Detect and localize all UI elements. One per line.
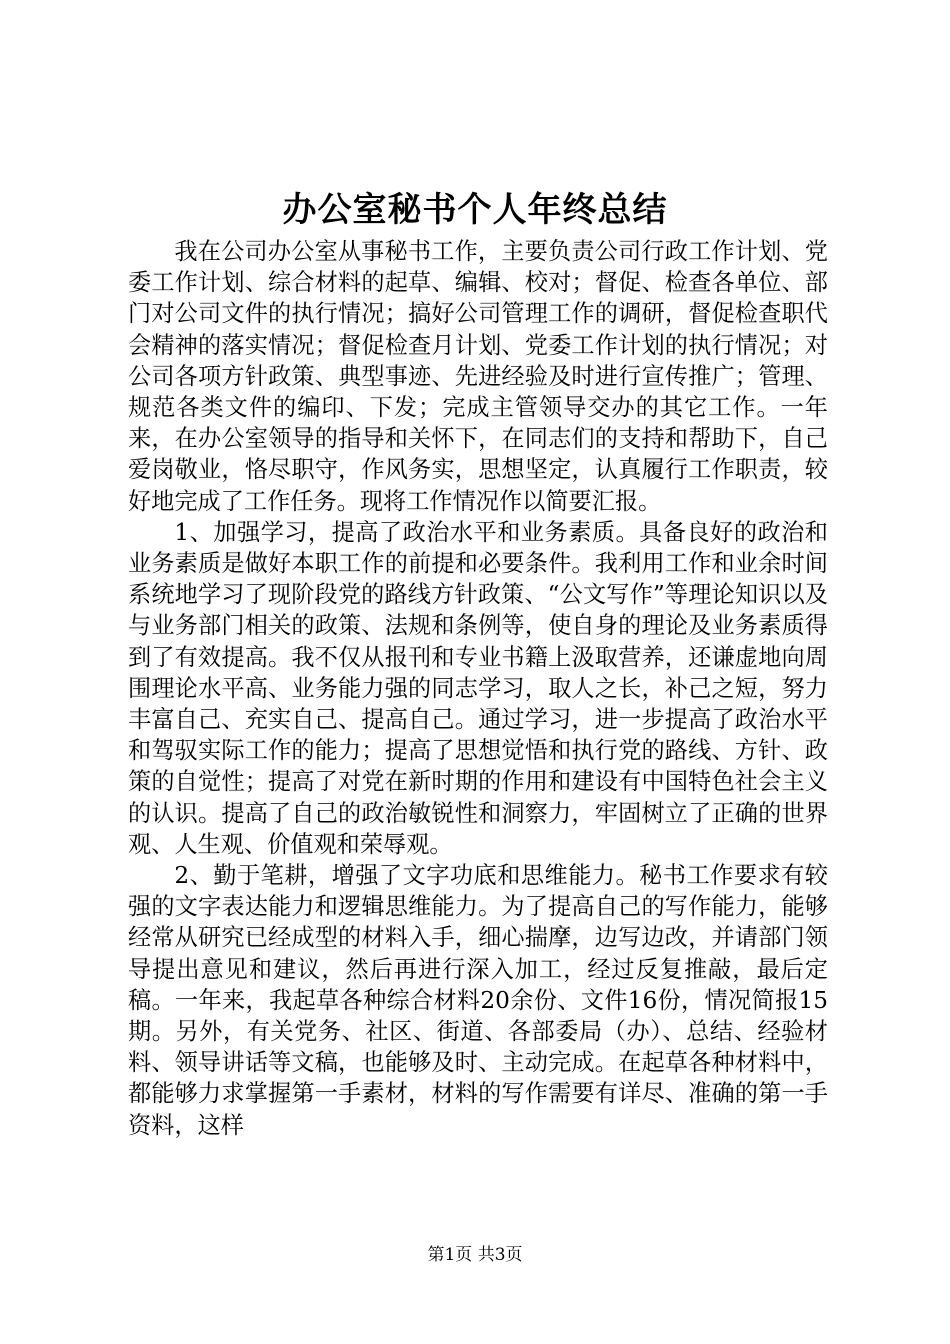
document-body [128, 236, 828, 1141]
paragraph-intro: 我在公司办公室从事秘书工作，主要负责公司行政工作计划、党委工作计划、综合材料的起草、编辑、校对；督促、检查各单位、部门对公司文件的执行情况；搞好公司管理工作的调研，督促检查职代会精神的落实情况；督促检查月计划、党委工作计划的执行情况；对公司各项方针政策、典型事迹、先进经验及时进行宣传推广；管理、规范各类文件的编印、下发；完成主管领导交办的其它工作。一年来，在办公室领导的指导和关怀下，在同志们的支持和帮助下，自己爱岗敬业，恪尽职守，作风务实，思想坚定，认真履行工作职责，较好地完成了工作任务。现将工作情况作以简要汇报。 [128, 238, 828, 515]
document-title: 办公室秘书个人年终总结 [282, 190, 668, 230]
page-number-footer: 第1页 共3页 [427, 1245, 523, 1265]
paragraph-study: 1、加强学习，提高了政治水平和业务素质。具备良好的政治和业务素质是做好本职工作的前提和必要条件。我利用工作和业余时间系统地学习了现阶段党的路线方针政策、“公文写作”等理论知识以及与业务部门相关的政策、法规和条例等，使自身的理论及业务素质得到了有效提高。我不仅从报刊和专业书籍上汲取营养，还谦虚地向周围理论水平高、业务能力强的同志学习，取人之长，补己之短，努力丰富自己、充实自己、提高自己。通过学习，进一步提高了政治水平和驾驭实际工作的能力；提高了思想觉悟和执行党的路线、方针、政策的自觉性；提高了对党在新时期的作用和建设有中国特色社会主义的认识。提高了自己的政治敏锐性和洞察力，牢固树立了正确的世界观、人生观、价值观和荣辱观。 [128, 518, 828, 858]
paragraph-writing: 2、勤于笔耕，增强了文字功底和思维能力。秘书工作要求有较强的文字表达能力和逻辑思维能力。为了提高自己的写作能力，能够经常从研究已经成型的材料入手，细心揣摩，边写边改，并请部门领导提出意见和建议，然后再进行深入加工，经过反复推敲，最后定稿。一年来，我起草各种综合材料20余份、文件16份，情况简报15期。另外，有关党务、社区、街道、各部委局（办）、总结、经验材料、领导讲话等文稿，也能够及时、主动完成。在起草各种材料中，都能够力求掌握第一手素材，材料的写作需要有详尽、准确的第一手资料，这样 [128, 862, 828, 1139]
